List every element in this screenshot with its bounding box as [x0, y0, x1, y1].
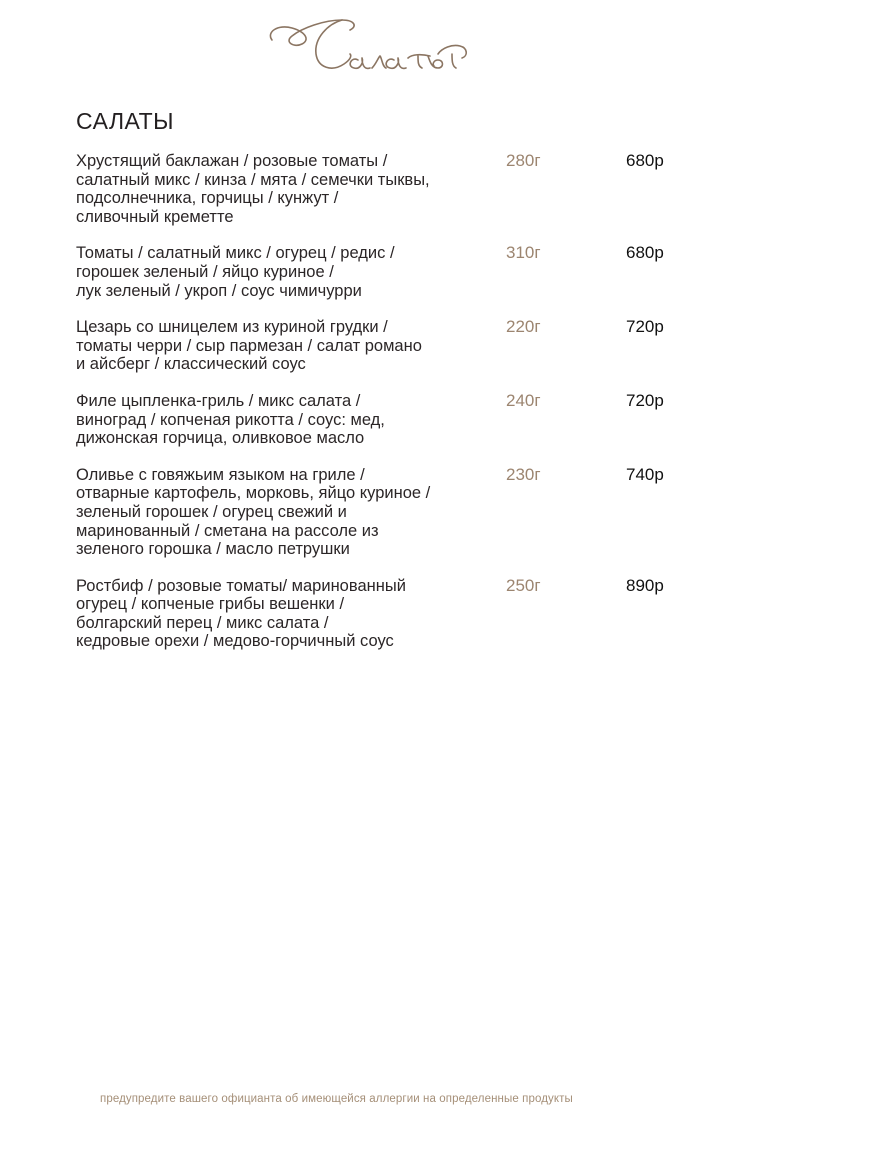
item-description: Оливье с говяжьим языком на гриле / отварные картофель, морковь, яйцо куриное / зеленый горошек / огурец свежий и маринованный / сметана на рассоле из зеленого горошка / масло петрушки	[76, 465, 431, 559]
script-title-logo	[262, 10, 486, 82]
item-weight: 230г	[506, 464, 541, 484]
item-description: Цезарь со шницелем из куриной грудки / томаты черри / сыр пармезан / салат романо и айсберг / классический соус	[76, 318, 422, 374]
item-weight: 240г	[506, 390, 541, 410]
item-price: 680р	[626, 243, 664, 263]
item-weight: 250г	[506, 575, 541, 595]
allergy-note: предупредите вашего официанта об имеющейся аллергии на определенные продукты	[100, 1093, 573, 1105]
menu-item	[76, 152, 716, 226]
item-description: Филе цыпленка-гриль / микс салата / виноград / копченая рикотта / соус: мед, дижонская горчица, оливковое масло	[76, 391, 385, 448]
item-weight: 280г	[506, 151, 541, 170]
item-description: Ростбиф / розовые томаты/ маринованный огурец / копченые грибы вешенки / болгарский перец / микс салата / кедровые орехи / медово-горчичный соус	[76, 576, 406, 651]
item-weight: 310г	[506, 243, 541, 263]
menu-item	[76, 466, 716, 559]
menu-list	[76, 152, 716, 669]
menu-item	[76, 244, 716, 300]
item-weight: 220г	[506, 317, 541, 337]
menu-item	[76, 577, 716, 651]
item-price: 680р	[626, 151, 664, 170]
item-price: 740р	[626, 464, 664, 484]
section-title: САЛАТЫ	[76, 108, 174, 134]
item-price: 720р	[626, 317, 664, 337]
menu-item	[76, 318, 716, 374]
item-price: 720р	[626, 390, 664, 410]
menu-item	[76, 392, 716, 448]
item-description: Хрустящий баклажан / розовые томаты / салатный микс / кинза / мята / семечки тыквы, подсолнечника, горчицы / кунжут / сливочный креметте	[76, 152, 430, 226]
item-price: 890р	[626, 575, 664, 595]
item-description: Томаты / салатный микс / огурец / редис / горошек зеленый / яйцо куриное / лук зеленый / укроп / соус чимичурри	[76, 244, 395, 300]
